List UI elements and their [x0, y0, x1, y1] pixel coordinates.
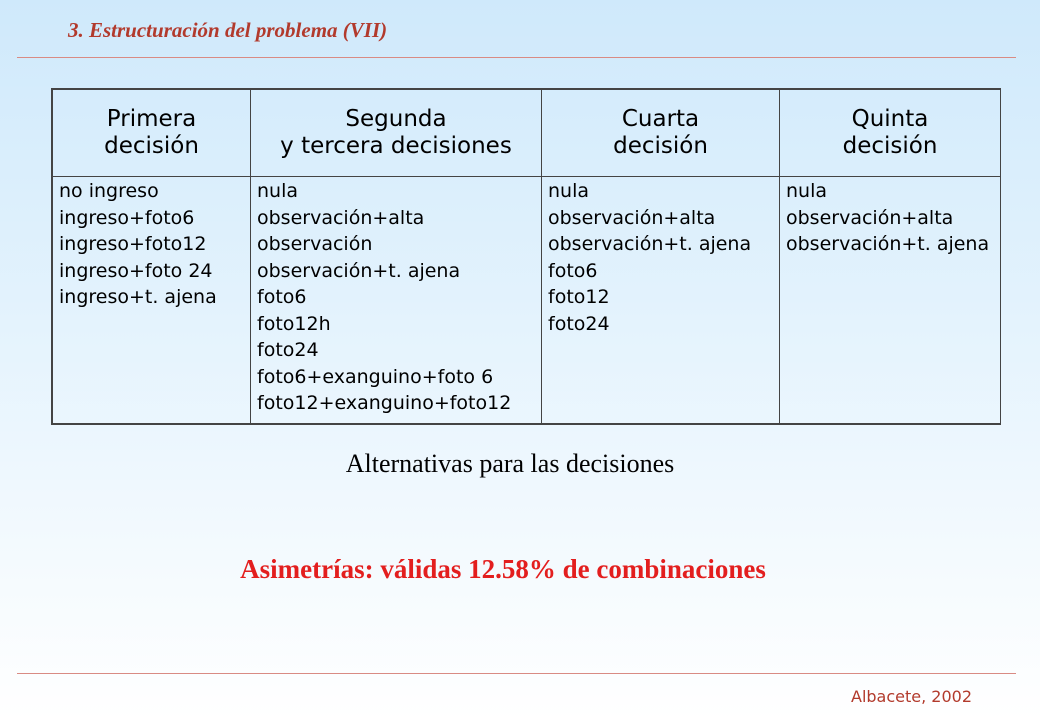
list-item: ingreso+foto 24 — [59, 259, 213, 282]
list-item: foto12+exanguino+foto12 — [257, 392, 512, 414]
list-item: observación+t. ajena — [257, 259, 461, 282]
decisions-table-frame — [51, 88, 1001, 425]
list-item: observación+alta — [548, 206, 716, 229]
cell-cuarta-decision — [542, 177, 780, 424]
list-item: nula — [257, 180, 299, 202]
top-divider — [17, 57, 1016, 58]
table-row — [53, 177, 1001, 424]
list-item: observación+alta — [257, 206, 425, 229]
list-item: foto12 — [548, 286, 610, 308]
table-caption: Alternativas para las decisiones — [345, 449, 675, 478]
list-item: foto6+exanguino+foto 6 — [257, 365, 494, 388]
list-item: foto24 — [257, 339, 319, 361]
list-item: foto6 — [257, 286, 307, 308]
header-line: y tercera decisiones — [280, 133, 512, 159]
cell-quinta-decision — [780, 177, 1001, 424]
list-item: foto24 — [548, 312, 610, 335]
cell-segunda-tercera-decisiones — [251, 177, 542, 424]
list-item: foto12h — [257, 312, 331, 335]
cell-primera-decision — [53, 177, 251, 424]
list-item: ingreso+foto6 — [59, 206, 195, 229]
list-item: ingreso+t. ajena — [59, 286, 217, 308]
list-item: ingreso+foto12 — [59, 233, 207, 255]
bottom-divider — [17, 673, 1016, 674]
table-header-row — [53, 90, 1001, 177]
slide-title: 3. Estructuración del problema (VII) — [68, 18, 388, 42]
list-item: foto6 — [548, 259, 598, 282]
header-quinta-decision — [780, 90, 1001, 177]
header-line: decisión — [104, 133, 199, 159]
header-primera-decision — [53, 90, 251, 177]
asymmetry-note: Asimetrías: válidas 12.58% de combinaciones — [240, 554, 766, 584]
decisions-table — [52, 89, 1001, 424]
footer-text: Albacete, 2002 — [851, 687, 972, 706]
list-item: no ingreso — [59, 180, 159, 202]
header-segunda-tercera-decisiones — [251, 90, 542, 177]
list-item: nula — [548, 180, 590, 202]
header-line: Cuarta — [621, 106, 700, 132]
header-cuarta-decision — [542, 90, 780, 177]
list-item: nula — [786, 180, 828, 202]
list-item: observación+t. ajena — [548, 233, 752, 255]
header-line: decisión — [613, 133, 708, 159]
header-line: Primera — [106, 106, 197, 132]
list-item: observación+alta — [786, 206, 954, 229]
header-line: Segunda — [345, 106, 447, 132]
list-item: observación — [257, 233, 373, 255]
header-line: Quinta — [851, 106, 929, 132]
header-line: decisión — [842, 133, 938, 159]
list-item: observación+t. ajena — [786, 233, 990, 255]
